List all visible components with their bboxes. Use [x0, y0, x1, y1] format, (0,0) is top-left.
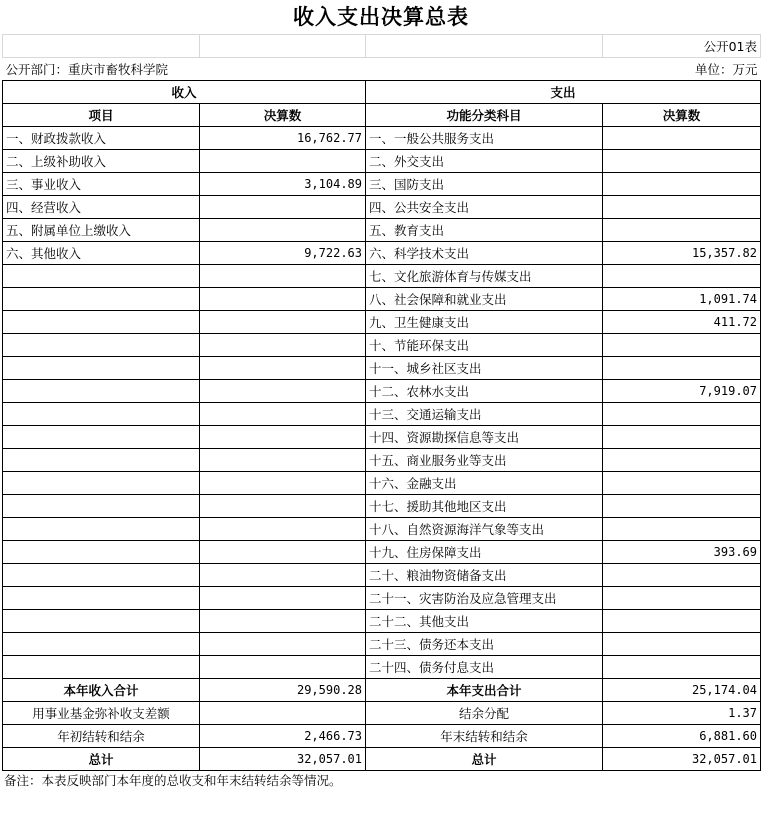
expense-item: 七、文化旅游体育与传媒支出: [366, 265, 603, 288]
unit-label: 单位：万元: [694, 62, 758, 77]
income-item: [3, 311, 200, 334]
income-item: [3, 541, 200, 564]
footnote: 备注：本表反映部门本年度的总收支和年末结转结余等情况。: [4, 773, 342, 788]
income-item: [3, 334, 200, 357]
table-row: [3, 472, 761, 495]
income-item: [3, 610, 200, 633]
expense-item: 二十三、债务还本支出: [366, 633, 603, 656]
income-amount: [200, 656, 366, 679]
income-item: [3, 426, 200, 449]
expense-item: 十、节能环保支出: [366, 334, 603, 357]
expense-amount: [603, 564, 761, 587]
summary-income-amount: 29,590.28: [200, 679, 366, 702]
expense-item: 十八、自然资源海洋气象等支出: [366, 518, 603, 541]
income-item: 三、事业收入: [3, 173, 200, 196]
income-amount: [200, 472, 366, 495]
income-amount: [200, 541, 366, 564]
table-row: [3, 449, 761, 472]
income-amount: [200, 219, 366, 242]
section-header-row: [3, 81, 761, 104]
income-amount: [200, 518, 366, 541]
table-row: [3, 288, 761, 311]
income-amount: [200, 380, 366, 403]
table-row: [3, 564, 761, 587]
summary-expense-amount: 25,174.04: [603, 679, 761, 702]
expense-item: 十六、金融支出: [366, 472, 603, 495]
income-amount: 3,104.89: [200, 173, 366, 196]
summary-income-label: 年初结转和结余: [3, 725, 200, 748]
income-amount: [200, 311, 366, 334]
table-row: [3, 242, 761, 265]
table-row: [3, 150, 761, 173]
expense-amount: 393.69: [603, 541, 761, 564]
table-row: [3, 334, 761, 357]
summary-row: [3, 748, 761, 771]
table-row: [3, 541, 761, 564]
expense-amount: [603, 334, 761, 357]
budget-table: [2, 34, 761, 771]
expense-amount: 1,091.74: [603, 288, 761, 311]
expense-amount: [603, 357, 761, 380]
expense-amount: [603, 633, 761, 656]
expense-amount: 7,919.07: [603, 380, 761, 403]
income-amount: [200, 564, 366, 587]
income-item: 一、财政拨款收入: [3, 127, 200, 150]
income-amount: [200, 288, 366, 311]
expense-item: 十五、商业服务业等支出: [366, 449, 603, 472]
income-item: 六、其他收入: [3, 242, 200, 265]
income-item: [3, 357, 200, 380]
expense-amount: [603, 656, 761, 679]
table-row: [3, 196, 761, 219]
expense-item: 十三、交通运输支出: [366, 403, 603, 426]
income-amount: 9,722.63: [200, 242, 366, 265]
expense-amount: [603, 472, 761, 495]
income-item: [3, 380, 200, 403]
income-item: [3, 564, 200, 587]
income-amount: [200, 150, 366, 173]
expense-amount: [603, 610, 761, 633]
expense-item: 二十四、债务付息支出: [366, 656, 603, 679]
expense-amount: [603, 518, 761, 541]
expense-item: 三、国防支出: [366, 173, 603, 196]
table-row: [3, 633, 761, 656]
expense-amount: 15,357.82: [603, 242, 761, 265]
expense-item: 十九、住房保障支出: [366, 541, 603, 564]
expense-item: 五、教育支出: [366, 219, 603, 242]
expense-amount: [603, 150, 761, 173]
expense-item: 二、外交支出: [366, 150, 603, 173]
income-amount: [200, 265, 366, 288]
summary-row: [3, 702, 761, 725]
table-row: [3, 357, 761, 380]
expense-item: 二十一、灾害防治及应急管理支出: [366, 587, 603, 610]
summary-income-amount: [200, 702, 366, 725]
summary-income-label: 本年收入合计: [3, 679, 200, 702]
dept-label: 公开部门：重庆市畜牧科学院: [5, 62, 169, 77]
income-item: [3, 288, 200, 311]
expense-amount: [603, 426, 761, 449]
expense-amount: [603, 403, 761, 426]
table-row: [3, 587, 761, 610]
income-header: 收入: [3, 81, 366, 104]
expense-item: 十一、城乡社区支出: [366, 357, 603, 380]
table-number: 公开01表: [603, 35, 761, 58]
income-item: 五、附属单位上缴收入: [3, 219, 200, 242]
income-amount: [200, 357, 366, 380]
expense-item: 九、卫生健康支出: [366, 311, 603, 334]
expense-item: 十四、资源勘探信息等支出: [366, 426, 603, 449]
income-amount: [200, 610, 366, 633]
income-item: 四、经营收入: [3, 196, 200, 219]
table-row: [3, 311, 761, 334]
summary-expense-amount: 6,881.60: [603, 725, 761, 748]
income-item: [3, 495, 200, 518]
summary-expense-label: 总计: [366, 748, 603, 771]
summary-expense-amount: 1.37: [603, 702, 761, 725]
expense-amount: [603, 495, 761, 518]
table-row: [3, 495, 761, 518]
expense-amount: [603, 127, 761, 150]
expense-item: 一、一般公共服务支出: [366, 127, 603, 150]
expense-item: 二十二、其他支出: [366, 610, 603, 633]
income-item: [3, 656, 200, 679]
summary-expense-label: 年末结转和结余: [366, 725, 603, 748]
income-item: [3, 472, 200, 495]
summary-row: [3, 725, 761, 748]
column-header-row: [3, 104, 761, 127]
income-amount: [200, 495, 366, 518]
income-amount: 16,762.77: [200, 127, 366, 150]
expense-amount: [603, 219, 761, 242]
expense-item: 八、社会保障和就业支出: [366, 288, 603, 311]
col-item-header: 项目: [3, 104, 200, 127]
income-item: [3, 265, 200, 288]
table-row: [3, 518, 761, 541]
col-amount2-header: 决算数: [603, 104, 761, 127]
page-title: 收入支出决算总表: [293, 5, 469, 29]
summary-income-amount: 2,466.73: [200, 725, 366, 748]
expense-amount: [603, 587, 761, 610]
summary-income-amount: 32,057.01: [200, 748, 366, 771]
summary-expense-amount: 32,057.01: [603, 748, 761, 771]
income-amount: [200, 403, 366, 426]
income-item: [3, 403, 200, 426]
expense-header: 支出: [366, 81, 761, 104]
col-func-header: 功能分类科目: [366, 104, 603, 127]
table-row: [3, 403, 761, 426]
expense-amount: [603, 196, 761, 219]
expense-item: 十二、农林水支出: [366, 380, 603, 403]
income-amount: [200, 426, 366, 449]
expense-item: 十七、援助其他地区支出: [366, 495, 603, 518]
expense-item: 二十、粮油物资储备支出: [366, 564, 603, 587]
expense-amount: 411.72: [603, 311, 761, 334]
table-row: [3, 219, 761, 242]
income-amount: [200, 587, 366, 610]
income-item: 二、上级补助收入: [3, 150, 200, 173]
income-amount: [200, 633, 366, 656]
table-no-row: [3, 35, 761, 58]
table-row: [3, 426, 761, 449]
col-amount-header: 决算数: [200, 104, 366, 127]
dept-row: [3, 58, 761, 81]
income-amount: [200, 334, 366, 357]
income-item: [3, 449, 200, 472]
table-row: [3, 265, 761, 288]
expense-amount: [603, 265, 761, 288]
expense-item: 六、科学技术支出: [366, 242, 603, 265]
table-row: [3, 610, 761, 633]
table-row: [3, 656, 761, 679]
summary-expense-label: 结余分配: [366, 702, 603, 725]
income-item: [3, 587, 200, 610]
summary-row: [3, 679, 761, 702]
income-item: [3, 518, 200, 541]
summary-expense-label: 本年支出合计: [366, 679, 603, 702]
summary-income-label: 总计: [3, 748, 200, 771]
expense-item: 四、公共安全支出: [366, 196, 603, 219]
expense-amount: [603, 449, 761, 472]
income-amount: [200, 196, 366, 219]
summary-income-label: 用事业基金弥补收支差额: [3, 702, 200, 725]
table-row: [3, 127, 761, 150]
table-row: [3, 380, 761, 403]
table-row: [3, 173, 761, 196]
income-amount: [200, 449, 366, 472]
income-item: [3, 633, 200, 656]
expense-amount: [603, 173, 761, 196]
